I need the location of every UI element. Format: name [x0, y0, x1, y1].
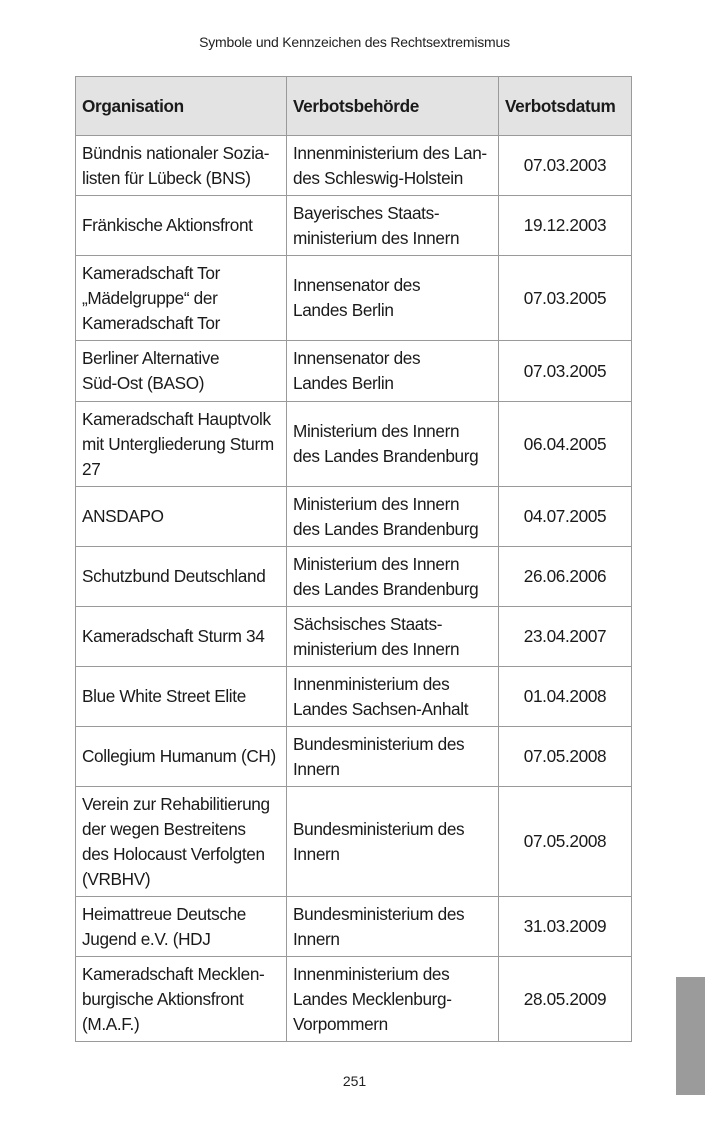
table-row — [76, 547, 632, 607]
cell-organisation-text: Kameradschaft Tor „Mädelgruppe“ der Kameradschaft Tor — [82, 262, 220, 333]
cell-organisation — [76, 402, 287, 487]
cell-organisation-text: Collegium Humanum (CH) — [82, 746, 276, 766]
cell-authority-text: Bundesministerium des Innern — [293, 818, 465, 864]
page-number: 251 — [342, 1073, 367, 1089]
cell-date — [499, 897, 632, 957]
cell-date-text: 19.12.2003 — [523, 215, 607, 235]
cell-date — [499, 487, 632, 547]
cell-date-text: 04.07.2005 — [523, 506, 607, 526]
cell-authority — [287, 341, 499, 402]
column-header-authority: Verbotsbehörde — [287, 77, 499, 136]
cell-organisation-text: Kameradschaft Sturm 34 — [82, 626, 265, 646]
table-row — [76, 897, 632, 957]
cell-date-text: 31.03.2009 — [523, 916, 607, 936]
cell-organisation — [76, 787, 287, 897]
cell-authority — [287, 547, 499, 607]
cell-date — [499, 787, 632, 897]
table-row — [76, 136, 632, 196]
table-row — [76, 487, 632, 547]
cell-organisation — [76, 667, 287, 727]
table-row — [76, 256, 632, 341]
cell-authority — [287, 667, 499, 727]
cell-date-text: 26.06.2006 — [523, 566, 607, 586]
cell-date — [499, 727, 632, 787]
cell-organisation-text: Verein zur Rehabilitierung der wegen Bestreitens des Holocaust Verfolgten (VRBHV) — [82, 793, 270, 889]
cell-date — [499, 196, 632, 256]
cell-authority-text: Bundesministerium des Innern — [293, 733, 465, 779]
cell-date — [499, 136, 632, 196]
cell-authority — [287, 136, 499, 196]
cell-organisation-text: Kameradschaft Hauptvolk mit Untergliederung Sturm 27 — [82, 408, 274, 479]
cell-authority-text: Innensenator des Landes Berlin — [293, 275, 421, 320]
cell-organisation — [76, 136, 287, 196]
cell-authority-text: Bundesministerium des Innern — [293, 903, 465, 949]
cell-organisation-text: Berliner Alternative Süd-Ost (BASO) — [82, 348, 220, 393]
table-row — [76, 667, 632, 727]
cell-authority-text: Ministerium des Innern des Landes Brandenburg — [293, 421, 479, 466]
cell-organisation — [76, 196, 287, 256]
table-row — [76, 787, 632, 897]
cell-organisation — [76, 341, 287, 402]
running-header: Symbole und Kennzeichen des Rechtsextremismus — [199, 34, 510, 50]
cell-organisation-text: Fränkische Aktionsfront — [82, 215, 253, 235]
cell-date-text: 06.04.2005 — [523, 433, 607, 454]
cell-authority — [287, 256, 499, 341]
cell-date — [499, 667, 632, 727]
thumb-index-tab — [676, 977, 705, 1095]
table-row — [76, 727, 632, 787]
cell-authority-text: Sächsisches Staats- ministerium des Innern — [293, 613, 460, 659]
cell-authority — [287, 196, 499, 256]
table-row — [76, 607, 632, 667]
cell-date-text: 01.04.2008 — [523, 686, 607, 706]
cell-date-text: 07.03.2005 — [523, 287, 607, 308]
cell-date — [499, 957, 632, 1042]
cell-date-text: 07.03.2005 — [523, 360, 607, 381]
table-body — [76, 136, 632, 1042]
cell-authority-text: Innenministerium des Lan- des Schleswig-Holstein — [293, 142, 487, 188]
cell-date-text: 07.03.2003 — [523, 155, 607, 175]
cell-authority — [287, 607, 499, 667]
cell-organisation — [76, 256, 287, 341]
cell-authority-text: Innenministerium des Landes Mecklenburg- Vorpommern — [293, 963, 452, 1034]
cell-authority-text: Innenministerium des Landes Sachsen-Anhalt — [293, 673, 469, 719]
table-row — [76, 957, 632, 1042]
cell-date-text: 07.05.2008 — [523, 831, 607, 851]
cell-authority — [287, 787, 499, 897]
cell-organisation — [76, 727, 287, 787]
cell-date-text: 28.05.2009 — [523, 988, 607, 1009]
cell-organisation-text: Heimattreue Deutsche Jugend e.V. (HDJ — [82, 903, 247, 949]
cell-authority — [287, 402, 499, 487]
table-header-row — [76, 77, 632, 136]
cell-date-text: 23.04.2007 — [523, 626, 607, 646]
cell-date — [499, 256, 632, 341]
cell-organisation — [76, 897, 287, 957]
table-row — [76, 402, 632, 487]
ban-table — [75, 76, 632, 1042]
cell-date — [499, 547, 632, 607]
cell-organisation — [76, 957, 287, 1042]
cell-authority — [287, 487, 499, 547]
cell-authority-text: Ministerium des Innern des Landes Brandenburg — [293, 553, 479, 599]
cell-authority-text: Innensenator des Landes Berlin — [293, 348, 421, 393]
column-header-organisation: Organisation — [76, 77, 287, 136]
cell-organisation — [76, 607, 287, 667]
table-row — [76, 196, 632, 256]
cell-authority-text: Bayerisches Staats- ministerium des Innern — [293, 202, 460, 248]
cell-date — [499, 341, 632, 402]
table-row — [76, 341, 632, 402]
cell-date — [499, 402, 632, 487]
cell-authority — [287, 727, 499, 787]
cell-authority — [287, 897, 499, 957]
cell-organisation-text: Kameradschaft Mecklen- burgische Aktionsfront (M.A.F.) — [82, 963, 265, 1034]
cell-organisation-text: ANSDAPO — [82, 506, 164, 526]
cell-organisation — [76, 547, 287, 607]
cell-organisation-text: Blue White Street Elite — [82, 686, 246, 706]
cell-organisation-text: Schutzbund Deutschland — [82, 566, 266, 586]
cell-authority-text: Ministerium des Innern des Landes Brandenburg — [293, 493, 479, 539]
cell-authority — [287, 957, 499, 1042]
cell-organisation — [76, 487, 287, 547]
cell-date — [499, 607, 632, 667]
cell-organisation-text: Bündnis nationaler Sozia- listen für Lübeck (BNS) — [82, 142, 270, 188]
cell-date-text: 07.05.2008 — [523, 746, 607, 766]
column-header-date: Verbotsdatum — [499, 77, 632, 136]
